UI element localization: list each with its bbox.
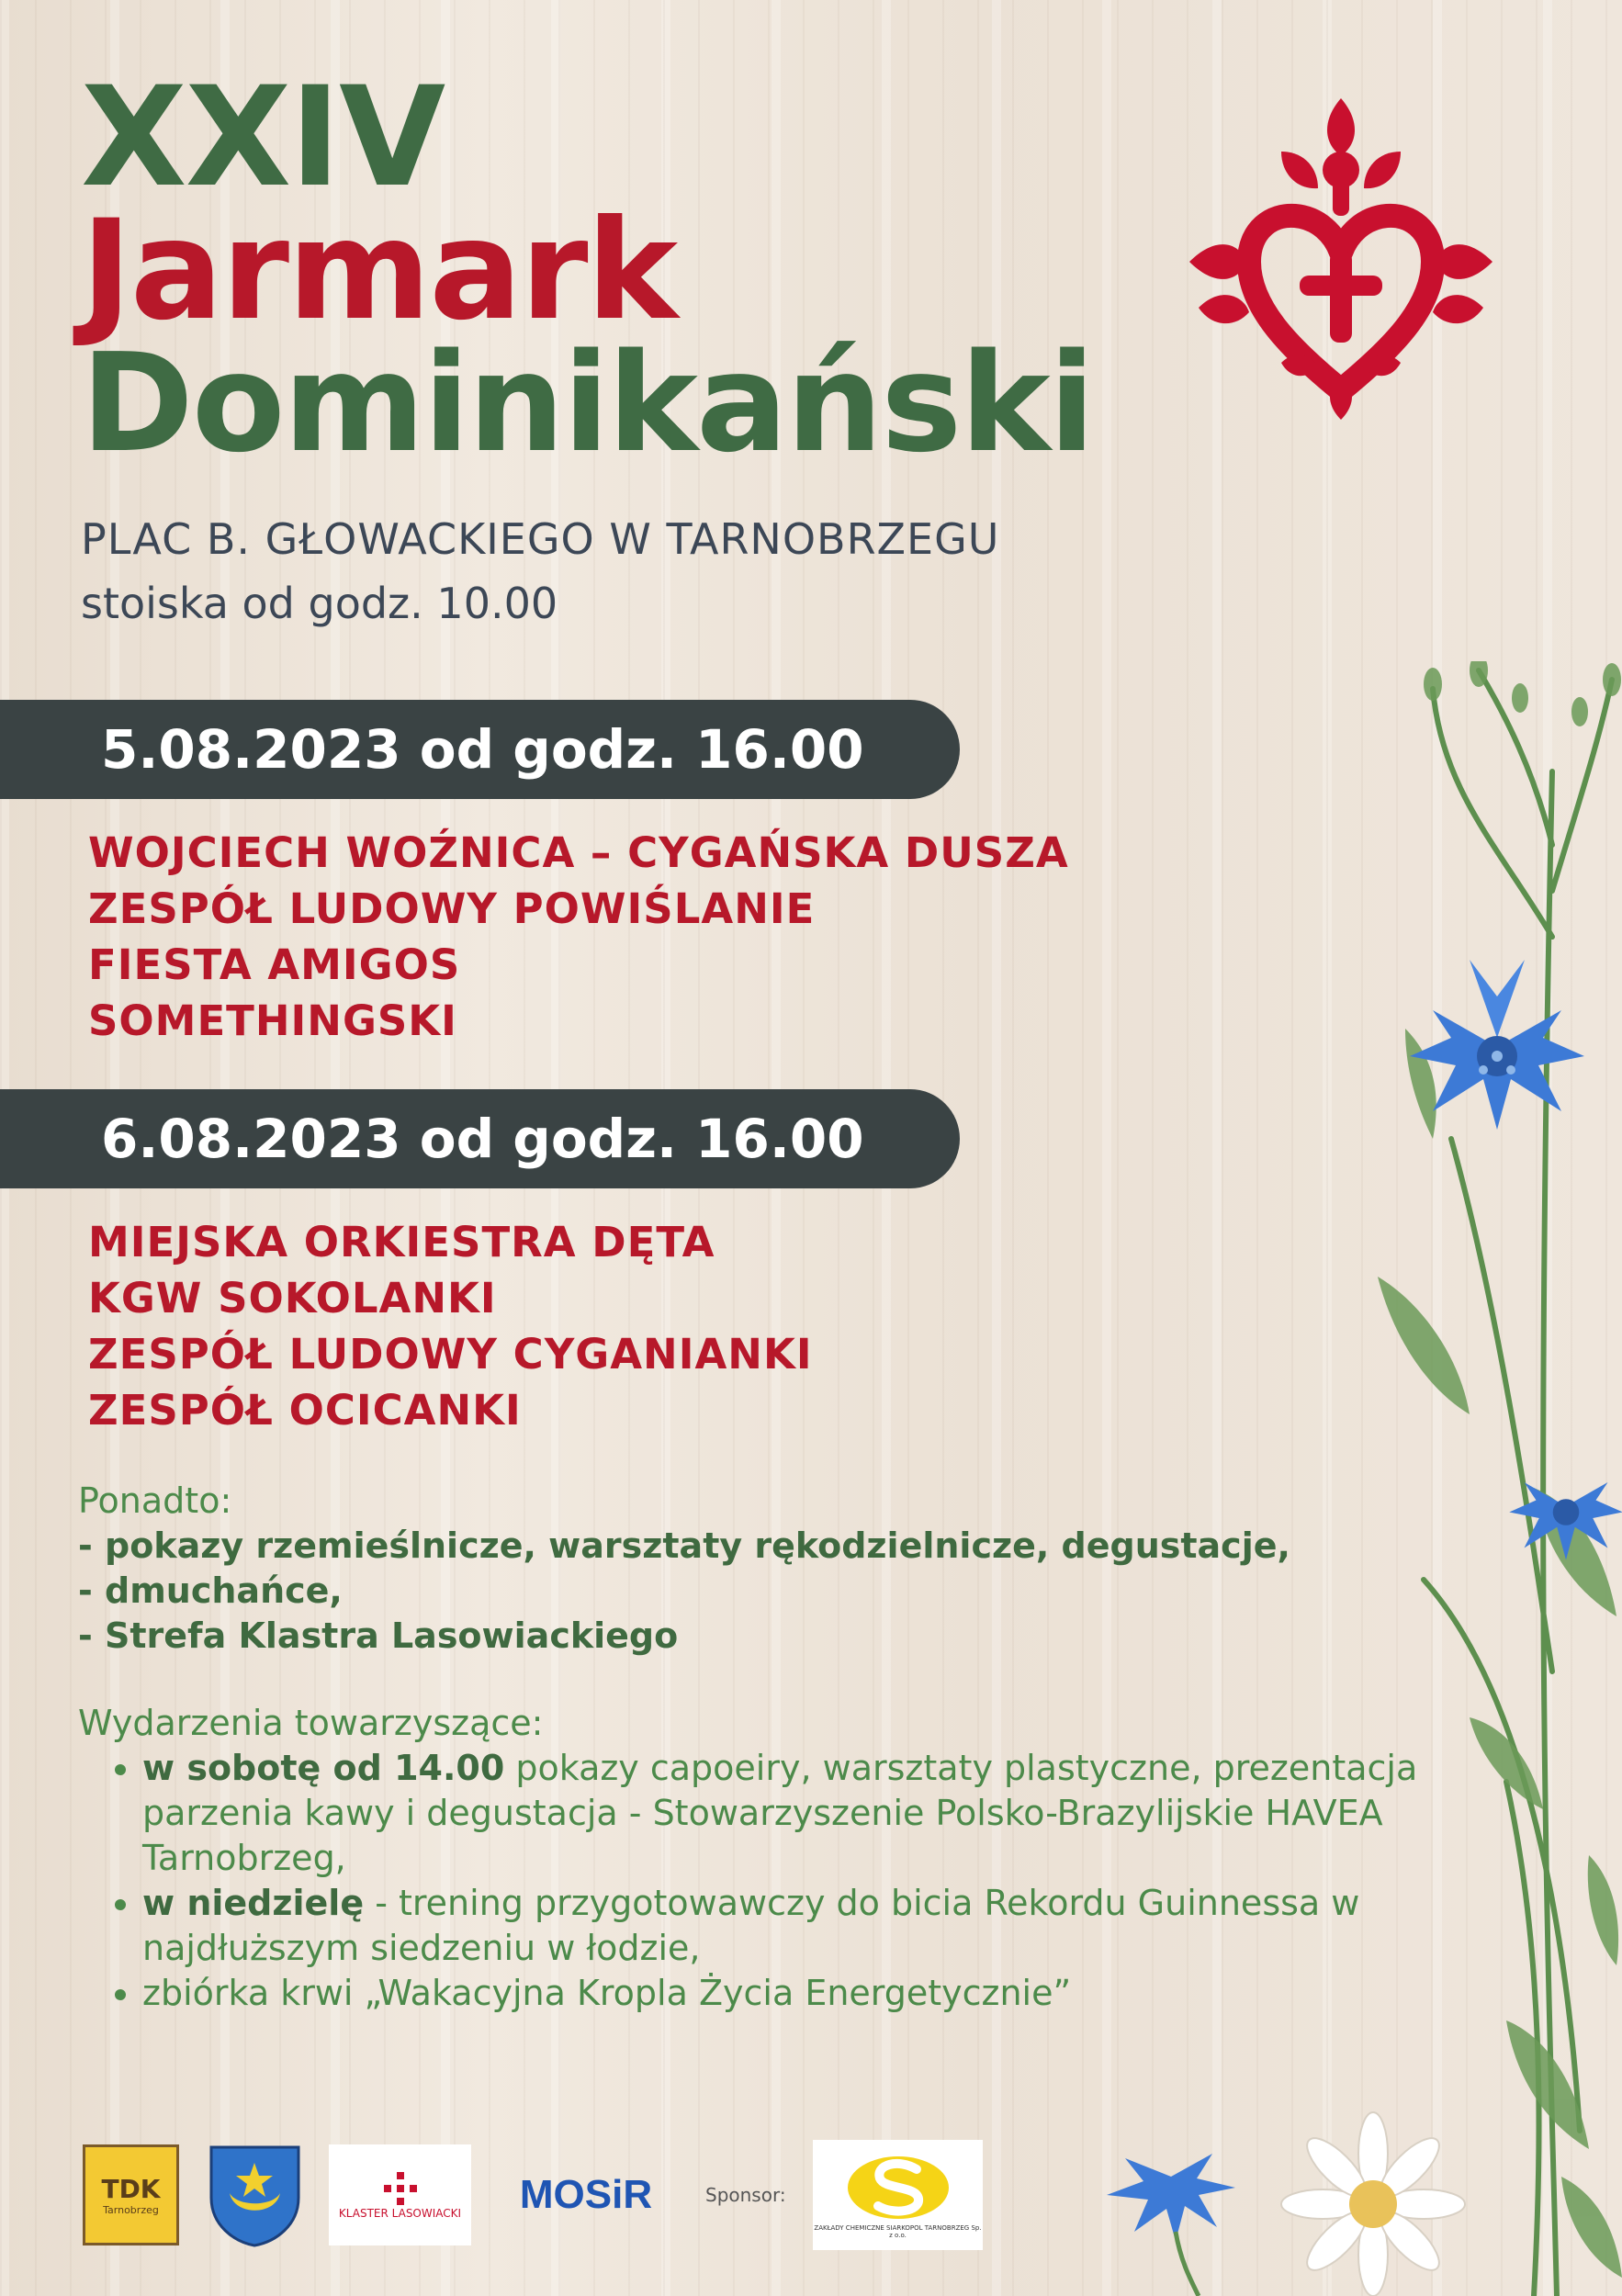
performer: ZESPÓŁ OCICANKI <box>88 1386 522 1435</box>
title-dominikanski: Dominikański <box>81 324 1094 482</box>
venue: PLAC B. GŁOWACKIEGO W TARNOBRZEGU <box>81 514 1000 564</box>
performer: WOJCIECH WOŹNICA – CYGAŃSKA DUSZA <box>88 828 1069 877</box>
day2-performers <box>88 1214 813 1438</box>
extras-section <box>78 1479 1410 1659</box>
siarkopol-logo <box>813 2140 983 2250</box>
stall-hours: stoiska od godz. 10.00 <box>81 579 558 628</box>
day1-banner: 5.08.2023 od godz. 16.00 <box>0 700 960 799</box>
tdk-logo-subtext: Tarnobrzeg <box>103 2204 159 2216</box>
sponsor-label: Sponsor: <box>705 2184 786 2206</box>
day1-performers <box>88 825 1069 1049</box>
event-item <box>142 1971 1529 2016</box>
performer: FIESTA AMIGOS <box>88 940 461 989</box>
title-number: XXIV <box>81 58 445 218</box>
daisy-illustration <box>1098 2103 1483 2296</box>
performer: MIEJSKA ORKIESTRA DĘTA <box>88 1218 715 1266</box>
tdk-logo <box>83 2144 179 2245</box>
title-jarmark: Jarmark <box>81 191 677 351</box>
performer: KGW SOKOLANKI <box>88 1274 497 1322</box>
events-section <box>78 1701 1529 2016</box>
events-list <box>78 1746 1529 2016</box>
performer: ZESPÓŁ LUDOWY POWIŚLANIE <box>88 884 816 933</box>
day2-banner: 6.08.2023 od godz. 16.00 <box>0 1089 960 1188</box>
event-item <box>142 1881 1529 1971</box>
events-heading: Wydarzenia towarzyszące: <box>78 1703 544 1743</box>
siarkopol-emblem-icon <box>843 2151 953 2224</box>
extras-item: - dmuchańce, <box>78 1570 343 1611</box>
mosir-logo-text: MOSiR <box>519 2172 653 2217</box>
event-text: - trening przygotowawczy do bicia Rekordu Guinnessa w najdłuższym siedzeniu w łodzie, <box>142 1883 1360 1968</box>
klaster-logo-text: KLASTER LASOWIACKI <box>338 2207 462 2220</box>
event-text: zbiórka krwi „Wakacyjna Kropla Życia Energetycznie” <box>142 1973 1072 2013</box>
folk-heart-ornament-icon <box>1180 87 1502 422</box>
performer: SOMETHINGSKI <box>88 996 457 1045</box>
mosir-logo <box>503 2167 669 2223</box>
tdk-logo-text: TDK <box>101 2174 161 2204</box>
klaster-logo <box>329 2144 471 2245</box>
extras-item: - Strefa Klastra Lasowiackiego <box>78 1615 679 1656</box>
extras-item: - pokazy rzemieślnicze, warsztaty rękodzielnicze, degustacje, <box>78 1525 1290 1566</box>
tarnobrzeg-coat-of-arms-icon <box>207 2143 303 2248</box>
event-time: w sobotę od 14.00 <box>142 1748 505 1788</box>
event-text: pokazy capoeiry, warsztaty plastyczne, prezentacja parzenia kawy i degustacja - Stowarzyszenie Polsko-Brazylijskie HAVEA Tarnobrzeg, <box>142 1748 1418 1878</box>
event-time: w niedzielę <box>142 1883 365 1923</box>
siarkopol-logo-text: ZAKŁADY CHEMICZNE SIARKOPOL TARNOBRZEG Sp. z o.o. <box>814 2224 982 2239</box>
event-item <box>142 1746 1529 1881</box>
extras-heading: Ponadto: <box>78 1480 232 1521</box>
performer: ZESPÓŁ LUDOWY CYGANIANKI <box>88 1330 813 1379</box>
cornflower-illustration <box>1323 661 1622 2296</box>
klaster-emblem-icon <box>382 2170 419 2207</box>
